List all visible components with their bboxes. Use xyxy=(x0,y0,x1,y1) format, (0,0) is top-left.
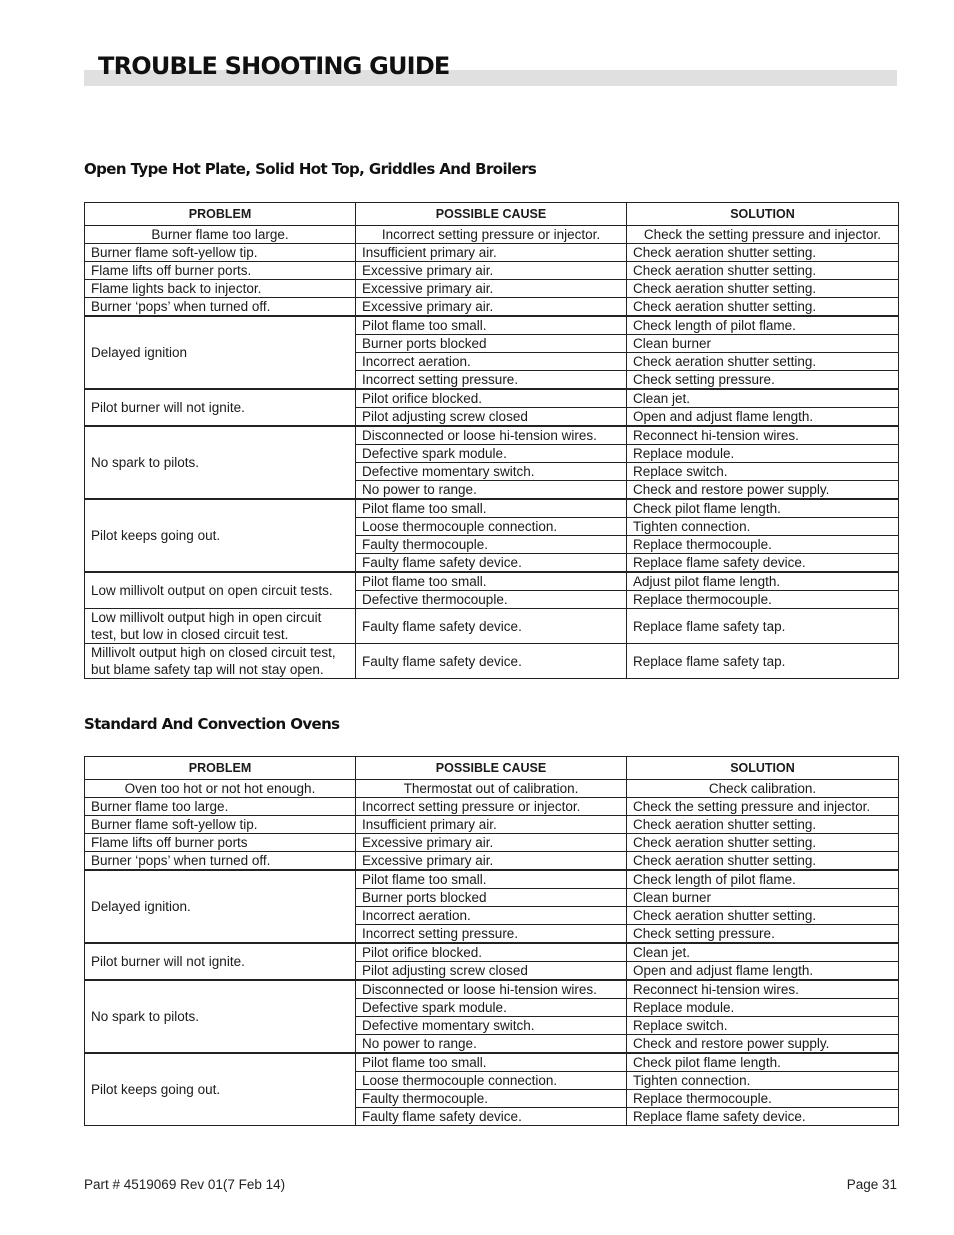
table-row xyxy=(85,834,899,852)
problem-cell: Flame lifts off burner ports. xyxy=(85,262,356,280)
cause-cell: Faulty flame safety device. xyxy=(356,609,627,644)
solution-cell: Replace switch. xyxy=(627,1017,899,1035)
cause-cell: Pilot adjusting screw closed xyxy=(356,408,627,427)
solution-cell: Check aeration shutter setting. xyxy=(627,816,899,834)
problem-cell: Delayed ignition. xyxy=(85,870,356,943)
cause-cell: Insufficient primary air. xyxy=(356,244,627,262)
solution-cell: Replace flame safety tap. xyxy=(627,609,899,644)
table-row xyxy=(85,798,899,816)
cause-cell: Pilot adjusting screw closed xyxy=(356,962,627,981)
table-header-row xyxy=(85,757,899,780)
problem-cell: Burner flame soft-yellow tip. xyxy=(85,816,356,834)
problem-cell: Flame lifts off burner ports xyxy=(85,834,356,852)
header-possible-cause: POSSIBLE CAUSE xyxy=(356,757,627,780)
cause-cell: Incorrect setting pressure or injector. xyxy=(356,798,627,816)
solution-cell: Check aeration shutter setting. xyxy=(627,244,899,262)
problem-cell: Delayed ignition xyxy=(85,316,356,389)
cause-cell: Loose thermocouple connection. xyxy=(356,1072,627,1090)
cause-cell: Insufficient primary air. xyxy=(356,816,627,834)
table-row xyxy=(85,609,899,644)
solution-cell: Check setting pressure. xyxy=(627,371,899,390)
cause-cell: Incorrect aeration. xyxy=(356,353,627,371)
cause-cell: No power to range. xyxy=(356,1035,627,1054)
solution-cell: Open and adjust flame length. xyxy=(627,962,899,981)
cause-cell: Faulty flame safety device. xyxy=(356,1108,627,1126)
table-row xyxy=(85,426,899,445)
solution-cell: Check aeration shutter setting. xyxy=(627,298,899,317)
cause-cell: Disconnected or loose hi-tension wires. xyxy=(356,980,627,999)
table-row xyxy=(85,316,899,335)
cause-cell: Defective thermocouple. xyxy=(356,591,627,609)
problem-cell: Low millivolt output high in open circuit test, but low in closed circuit test. xyxy=(85,609,356,644)
problem-cell: Pilot burner will not ignite. xyxy=(85,943,356,980)
section-heading-hot-plate: Open Type Hot Plate, Solid Hot Top, Griddles And Broilers xyxy=(84,160,537,178)
cause-cell: Defective spark module. xyxy=(356,445,627,463)
page-title: TROUBLE SHOOTING GUIDE xyxy=(98,52,450,80)
solution-cell: Check aeration shutter setting. xyxy=(627,280,899,298)
solution-cell: Clean jet. xyxy=(627,943,899,962)
solution-cell: Tighten connection. xyxy=(627,1072,899,1090)
solution-cell: Replace thermocouple. xyxy=(627,1090,899,1108)
solution-cell: Clean jet. xyxy=(627,389,899,408)
cause-cell: Excessive primary air. xyxy=(356,298,627,317)
cause-cell: Pilot orifice blocked. xyxy=(356,943,627,962)
table-row xyxy=(85,780,899,798)
solution-cell: Replace module. xyxy=(627,445,899,463)
table-row xyxy=(85,870,899,889)
table-row xyxy=(85,572,899,591)
solution-cell: Check and restore power supply. xyxy=(627,481,899,500)
cause-cell: Defective momentary switch. xyxy=(356,1017,627,1035)
problem-cell: Flame lights back to injector. xyxy=(85,280,356,298)
cause-cell: Defective spark module. xyxy=(356,999,627,1017)
cause-cell: Thermostat out of calibration. xyxy=(356,780,627,798)
solution-cell: Replace thermocouple. xyxy=(627,536,899,554)
solution-cell: Check aeration shutter setting. xyxy=(627,852,899,871)
cause-cell: Pilot flame too small. xyxy=(356,499,627,518)
footer-part-number: Part # 4519069 Rev 01(7 Feb 14) xyxy=(84,1177,286,1192)
solution-cell: Check aeration shutter setting. xyxy=(627,834,899,852)
header-solution: SOLUTION xyxy=(627,757,899,780)
footer-page-number: Page 31 xyxy=(846,1177,897,1192)
solution-cell: Reconnect hi-tension wires. xyxy=(627,426,899,445)
table-row xyxy=(85,980,899,999)
cause-cell: Defective momentary switch. xyxy=(356,463,627,481)
solution-cell: Check aeration shutter setting. xyxy=(627,907,899,925)
section-heading-ovens: Standard And Convection Ovens xyxy=(84,715,340,733)
solution-cell: Replace flame safety device. xyxy=(627,554,899,573)
cause-cell: Excessive primary air. xyxy=(356,262,627,280)
solution-cell: Check length of pilot flame. xyxy=(627,870,899,889)
table-row xyxy=(85,1053,899,1072)
cause-cell: Excessive primary air. xyxy=(356,834,627,852)
cause-cell: Pilot flame too small. xyxy=(356,870,627,889)
cause-cell: Pilot flame too small. xyxy=(356,1053,627,1072)
cause-cell: Pilot flame too small. xyxy=(356,316,627,335)
problem-cell: Millivolt output high on closed circuit test, but blame safety tap will not stay open. xyxy=(85,644,356,679)
cause-cell: Burner ports blocked xyxy=(356,889,627,907)
solution-cell: Check setting pressure. xyxy=(627,925,899,944)
solution-cell: Check the setting pressure and injector. xyxy=(627,226,899,244)
problem-cell: Pilot keeps going out. xyxy=(85,499,356,572)
table-row xyxy=(85,816,899,834)
problem-cell: Pilot burner will not ignite. xyxy=(85,389,356,426)
solution-cell: Check aeration shutter setting. xyxy=(627,262,899,280)
header-problem: PROBLEM xyxy=(85,203,356,226)
problem-cell: No spark to pilots. xyxy=(85,426,356,499)
table-row xyxy=(85,389,899,408)
cause-cell: Excessive primary air. xyxy=(356,852,627,871)
solution-cell: Replace thermocouple. xyxy=(627,591,899,609)
solution-cell: Replace flame safety tap. xyxy=(627,644,899,679)
header-solution: SOLUTION xyxy=(627,203,899,226)
cause-cell: Disconnected or loose hi-tension wires. xyxy=(356,426,627,445)
table-row xyxy=(85,262,899,280)
solution-cell: Check and restore power supply. xyxy=(627,1035,899,1054)
solution-cell: Adjust pilot flame length. xyxy=(627,572,899,591)
header-possible-cause: POSSIBLE CAUSE xyxy=(356,203,627,226)
problem-cell: No spark to pilots. xyxy=(85,980,356,1053)
cause-cell: Faulty thermocouple. xyxy=(356,1090,627,1108)
solution-cell: Check the setting pressure and injector. xyxy=(627,798,899,816)
solution-cell: Check pilot flame length. xyxy=(627,1053,899,1072)
solution-cell: Clean burner xyxy=(627,889,899,907)
problem-cell: Low millivolt output on open circuit tests. xyxy=(85,572,356,609)
cause-cell: Faulty thermocouple. xyxy=(356,536,627,554)
solution-cell: Clean burner xyxy=(627,335,899,353)
table-row xyxy=(85,298,899,317)
problem-cell: Oven too hot or not hot enough. xyxy=(85,780,356,798)
troubleshooting-table-ovens xyxy=(84,756,899,1126)
problem-cell: Burner flame too large. xyxy=(85,226,356,244)
solution-cell: Replace module. xyxy=(627,999,899,1017)
troubleshooting-table-hot-plate xyxy=(84,202,899,679)
problem-cell: Burner flame too large. xyxy=(85,798,356,816)
cause-cell: Loose thermocouple connection. xyxy=(356,518,627,536)
table-row xyxy=(85,943,899,962)
problem-cell: Burner flame soft-yellow tip. xyxy=(85,244,356,262)
table-row xyxy=(85,499,899,518)
cause-cell: Incorrect setting pressure. xyxy=(356,371,627,390)
solution-cell: Open and adjust flame length. xyxy=(627,408,899,427)
problem-cell: Burner ‘pops’ when turned off. xyxy=(85,852,356,871)
cause-cell: Faulty flame safety device. xyxy=(356,644,627,679)
cause-cell: Pilot orifice blocked. xyxy=(356,389,627,408)
solution-cell: Replace flame safety device. xyxy=(627,1108,899,1126)
table-header-row xyxy=(85,203,899,226)
problem-cell: Burner ‘pops’ when turned off. xyxy=(85,298,356,317)
cause-cell: No power to range. xyxy=(356,481,627,500)
table-row xyxy=(85,244,899,262)
solution-cell: Reconnect hi-tension wires. xyxy=(627,980,899,999)
cause-cell: Faulty flame safety device. xyxy=(356,554,627,573)
table-row xyxy=(85,852,899,871)
cause-cell: Incorrect setting pressure. xyxy=(356,925,627,944)
solution-cell: Tighten connection. xyxy=(627,518,899,536)
solution-cell: Check calibration. xyxy=(627,780,899,798)
solution-cell: Check aeration shutter setting. xyxy=(627,353,899,371)
cause-cell: Pilot flame too small. xyxy=(356,572,627,591)
cause-cell: Burner ports blocked xyxy=(356,335,627,353)
table-row xyxy=(85,644,899,679)
solution-cell: Check pilot flame length. xyxy=(627,499,899,518)
header-problem: PROBLEM xyxy=(85,757,356,780)
table-row xyxy=(85,280,899,298)
solution-cell: Check length of pilot flame. xyxy=(627,316,899,335)
table-row xyxy=(85,226,899,244)
cause-cell: Incorrect aeration. xyxy=(356,907,627,925)
cause-cell: Incorrect setting pressure or injector. xyxy=(356,226,627,244)
solution-cell: Replace switch. xyxy=(627,463,899,481)
problem-cell: Pilot keeps going out. xyxy=(85,1053,356,1126)
cause-cell: Excessive primary air. xyxy=(356,280,627,298)
